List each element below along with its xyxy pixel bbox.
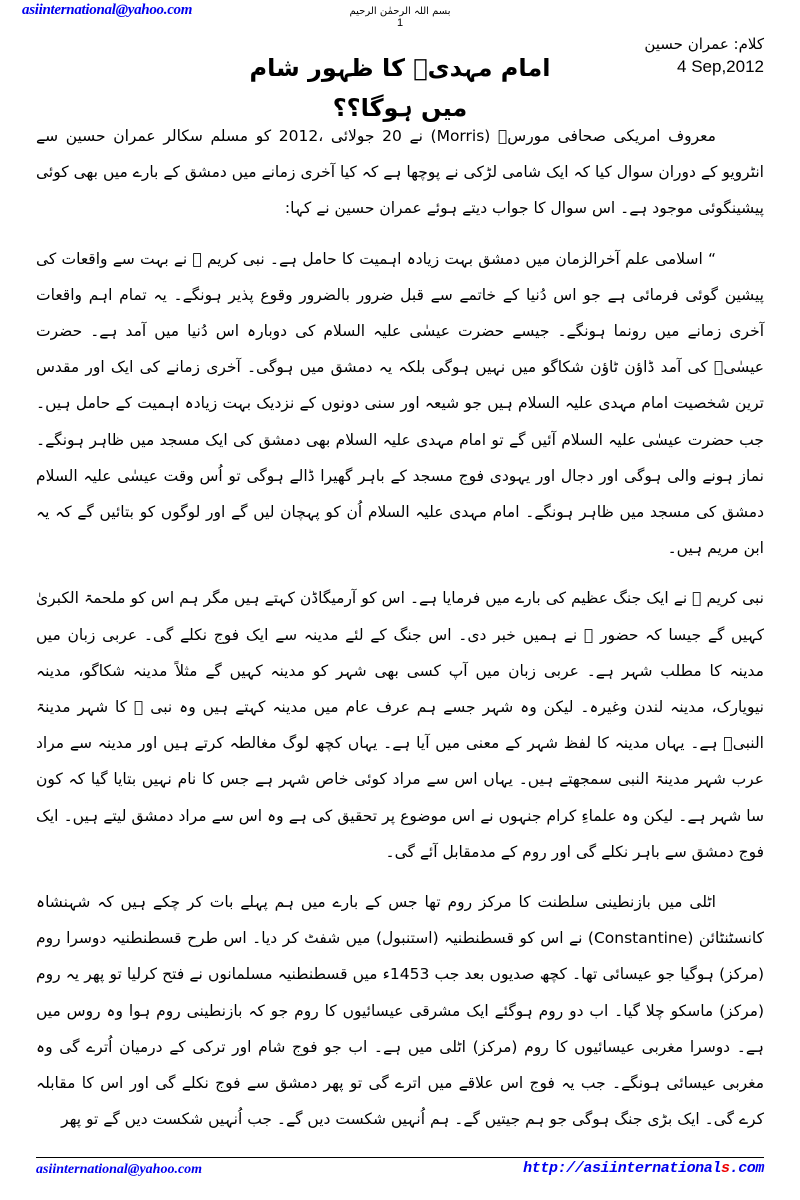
url-highlight: s bbox=[720, 1160, 730, 1177]
publication-date: 4 Sep,2012 bbox=[677, 57, 764, 76]
bismillah: بسم اللہ الرحمٰن الرحیم bbox=[349, 6, 451, 17]
author-byline: کلام: عمران حسین bbox=[644, 35, 764, 53]
footer-divider bbox=[36, 1157, 764, 1158]
url-prefix: http://asiinternational bbox=[523, 1160, 721, 1177]
paragraph-rome: اٹلی میں بازنطینی سلطنت کا مرکز روم تھا جس کے بارے میں ہم پہلے بات کر چکے ہیں کہ شہنشاہ کانسٹنٹائن (Constantine) نے اس کو قسطنطنیہ (استنبول) میں شفٹ کر دیا۔ اس طرح قسطنطنیہ دوسرا روم (مرکز) ہوگیا جو عیسائی تھا۔ کچھ صدیوں بعد جب 1453ء میں قسطنطنیہ مسلمانوں نے فتح کرلیا تو پھر یہ روم (مرکز) ماسکو چلا گیا۔ اب دو روم ہوگئے ایک مشرقی عیسائیوں کا روم جو کہ بازنطینی روم ہوا وہ روس میں ہے۔ دوسرا مغربی عیسائیوں کا روم (مرکز) اٹلی میں ہے۔ اب جو فوج شام اور ترکی کے درمیان اُترے گی وہ مغربی عیسائی ہونگے۔ جب یہ فوج اس علاقے میں اترے گی تو پھر دمشق سے فوج نکلے گی اور اس کا مقابلہ کرے گی۔ ایک بڑی جنگ ہوگی جو ہم جیتیں گے۔ ہم اُنہیں شکست دیں گے۔ جب اُنہیں شکست دیں گے تو پھر bbox=[36, 893, 764, 1129]
paragraph-quote: “ اسلامی علم آخرالزمان میں دمشق بہت زیادہ اہمیت کا حامل ہے۔ نبی کریم ﷺ نے بہت سے واقعات کی پیشین گوئی فرمائی ہے جو اس دُنیا کے خاتمے سے قبل ضرور بالضرور وقوع پذیر ہونگے۔ یہ تمام اہم واقعات آخری زمانے میں رونما ہونگے۔ جیسے حضرت عیسٰی علیہ السلام کی دوبارہ اس دُنیا میں آمد ہے۔ حضرت عیسٰیؑ کی آمد ڈاؤن ٹاؤن شکاگو میں نہیں ہوگی بلکہ یہ دمشق میں ہوگی۔ آخری زمانے کی ایک اور مقدس ترین شخصیت امام مہدی علیہ السلام ہیں جو شیعہ اور سنی دونوں کے نزدیک بہت زیادہ اہمیت کے حامل ہیں۔ جب حضرت عیسٰی علیہ السلام آئیں گے تو امام مہدی علیہ السلام بھی دمشق کی ایک مسجد میں ظاہر ہونگے۔ نماز ہونے والی ہوگی اور دجال اور یہودی فوج مسجد کے باہر گھیرا ڈالے ہوگی تو اُس وقت عیسٰی علیہ السلام دمشق کی مسجد میں ظاہر ہونگے۔ امام مہدی علیہ السلام اُن کو پہچان لیں گے اور لوگوں کو بتائیں گے کہ یہ ابن مریم ہیں۔ bbox=[36, 249, 764, 558]
footer-website-link[interactable] bbox=[523, 1160, 764, 1177]
header-email-link[interactable]: asiinternational@yahoo.com bbox=[22, 2, 193, 18]
paragraph-armageddon: نبی کریم ﷺ نے ایک جنگ عظیم کی بارے میں فرمایا ہے۔ اس کو آرمیگاڈن کہتے ہیں مگر ہم اس کو ملحمۃ الکبریٰ کہیں گے جیسا کہ حضور ﷺ نے ہمیں خبر دی۔ اس جنگ کے لئے مدینہ سے ایک فوج نکلے گی۔ عربی زبان میں مدینہ کا مطلب شہر ہے۔ عربی زبان میں آپ کسی بھی شہر کو مدینہ کہیں گے مثلاً مدینہ شکاگو، مدینہ نیویارک، مدینہ لندن وغیرہ۔ لیکن وہ شہر جسے ہم عرف عام میں مدینہ کہتے ہیں وہ نبی ﷺ کا شہر مدینۃ النبیؐ ہے۔ یہاں مدینہ کا لفظ شہر کے معنی میں آیا ہے۔ یہاں کچھ لوگ مغالطہ کرتے ہیں اور مدینہ سے مراد عرب شہر مدینۃ النبی سمجھتے ہیں۔ یہاں اس سے مراد کوئی خاص شہر ہے جس کا نام نہیں بتایا گیا کہ کون سا شہر ہے۔ لیکن وہ علماءِ کرام جنہوں نے اس موضوع پر تحقیق کی ہے وہ اس سے مراد دمشق لیتے ہیں۔ ایک فوج دمشق سے باہر نکلے گی اور روم کے مدمقابل آئے گی۔ bbox=[36, 589, 764, 861]
paragraph-intro: معروف امریکی صحافی مورسؔ (Morris) نے 20 جولائی ،2012 کو مسلم سکالر عمران حسین سے انٹرویو کے دوران سوال کیا کہ ایک شامی لڑکی نے پوچھا ہے کہ کیا آخری زمانے میں دمشق کے بارے میں بھی کوئی پیشینگوئی موجود ہے۔ اس سوال کا جواب دیتے ہوئے عمران حسین نے کہا: bbox=[36, 127, 764, 218]
footer-email-link[interactable]: asiinternational@yahoo.com bbox=[36, 1162, 203, 1177]
page-number: 1 bbox=[396, 17, 404, 29]
article-title: امام مہدیؑ کا ظہور شام میں ہوگا؟؟ bbox=[249, 54, 551, 122]
article-body bbox=[36, 118, 764, 1137]
url-suffix: .com bbox=[729, 1160, 764, 1177]
